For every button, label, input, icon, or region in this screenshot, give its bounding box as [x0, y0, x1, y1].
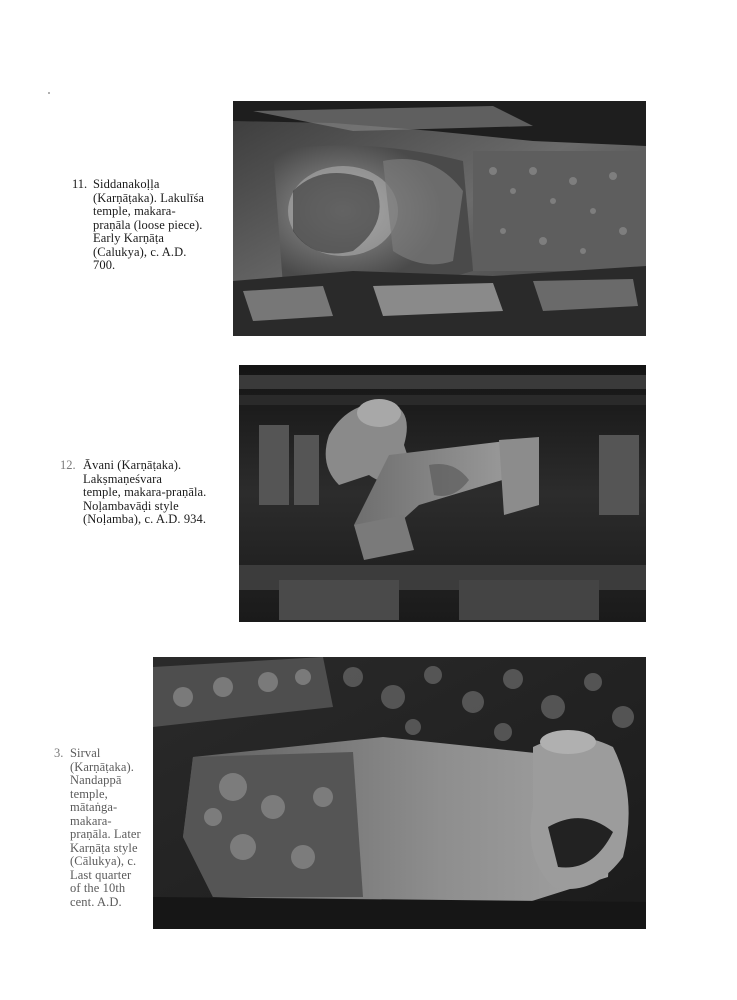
plate-13-photo: [153, 657, 646, 929]
plate-12-caption: Āvani (Karṇāṭaka). Lakṣmaṇeśvara temple, makara-praṇāla. Noḷambavāḍi style (Noḷamba), c. A.D. 934.: [83, 458, 207, 526]
plate-13-caption: Sirval (Karṇāṭaka). Nandappā temple, mātaṅga- makara- praṇāla. Later Karṇāṭa style (Cālukya), c. Last quarter of the 10th cent. A.D.: [70, 746, 141, 909]
page-speck: [48, 92, 50, 94]
plate-11-number: 11.: [72, 177, 88, 191]
plate-13-number: 3.: [54, 746, 64, 760]
makara-pranala-avani-image: [239, 365, 646, 622]
plate-12-number: 12.: [60, 458, 76, 472]
matanga-makara-pranala-sirval-image: [153, 657, 646, 929]
plate-12-photo: [239, 365, 646, 622]
plate-11-photo: [233, 101, 646, 336]
makara-pranala-siddanakolla-image: [233, 101, 646, 336]
plate-11-caption: Siddanakoḷḷa (Karṇāṭaka). Lakulīśa temple, makara- praṇāla (loose piece). Early Karṇāṭa (Calukya), c. A.D. 700.: [93, 177, 205, 272]
